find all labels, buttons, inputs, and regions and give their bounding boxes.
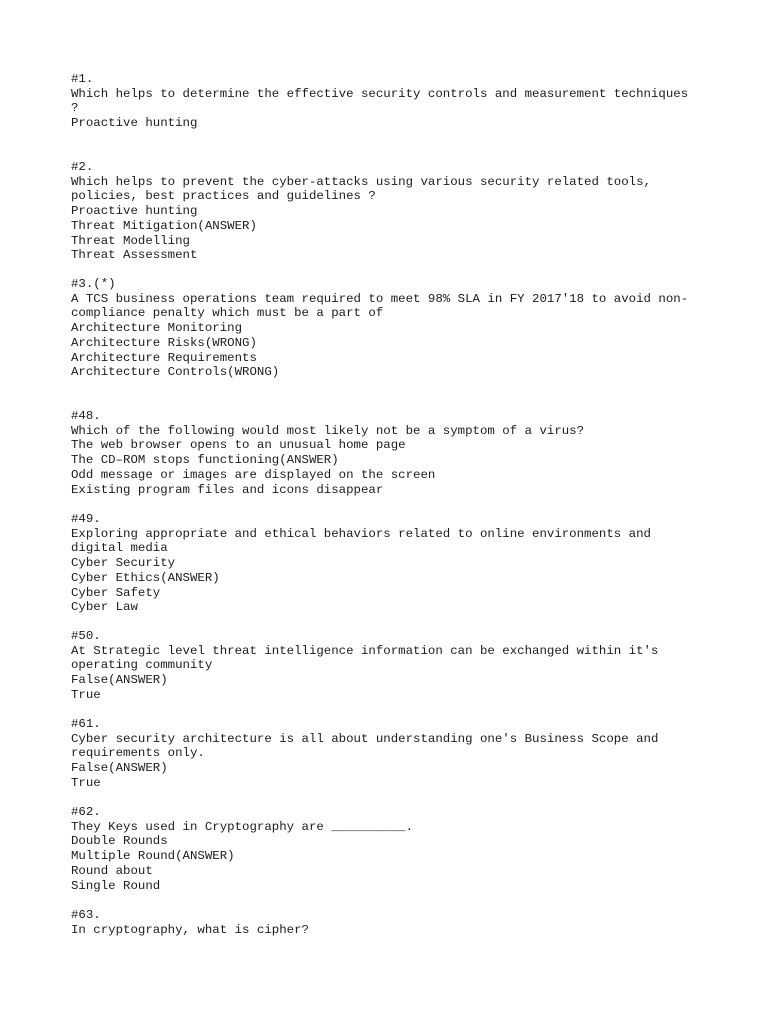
question-text: Which helps to prevent the cyber-attacks using various security related tools, [71,174,651,189]
question-text: Which of the following would most likely not be a symptom of a virus? [71,423,585,438]
question-number: #1. [71,72,94,86]
answer-option: Threat Assessment [71,248,198,263]
answer-option: False(ANSWER) [71,761,168,776]
question-block-50 [71,629,711,703]
question-text: Cyber security architecture is all about understanding one's Business Scope and [71,731,659,746]
question-text: In cryptography, what is cipher? [71,922,309,937]
answer-option: Multiple Round(ANSWER) [71,849,235,864]
answer-option: Proactive hunting [71,116,198,131]
question-text: They Keys used in Cryptography are __________. [71,819,414,834]
question-text: requirements only. [71,746,205,761]
answer-option: Double Rounds [71,834,168,849]
question-number: #63. [71,908,101,922]
question-block-62 [71,805,711,893]
question-block-49 [71,512,711,615]
answer-option: Threat Modelling [71,233,190,248]
question-number: #3.(*) [71,277,116,291]
question-number: #2. [71,160,94,174]
answer-option: Existing program files and icons disappear [71,482,384,497]
question-block-63 [71,908,711,937]
answer-option: Cyber Security [71,556,176,571]
question-number: #48. [71,409,101,423]
question-text: Which helps to determine the effective security controls and measurement techniques [71,86,689,101]
answer-option: Odd message or images are displayed on the screen [71,467,436,482]
question-text: compliance penalty which must be a part of [71,306,384,321]
answer-option: True [71,775,101,790]
answer-option: Architecture Risks(WRONG) [71,335,257,350]
answer-option: False(ANSWER) [71,673,168,688]
answer-option: Architecture Monitoring [71,321,243,336]
answer-option: Round about [71,863,153,878]
question-text: ? [71,101,79,116]
question-number: #49. [71,512,101,526]
answer-option: Architecture Controls(WRONG) [71,365,280,380]
question-text: digital media [71,541,168,556]
answer-option: Cyber Law [71,600,138,615]
answer-option: Cyber Safety [71,585,161,600]
question-block-61 [71,717,711,791]
answer-option: Single Round [71,878,161,893]
question-number: #61. [71,717,101,731]
answer-option: The web browser opens to an unusual home page [71,438,406,453]
answer-option: Proactive hunting [71,204,198,219]
question-block-48 [71,409,711,497]
question-text: policies, best practices and guidelines ? [71,189,376,204]
question-number: #62. [71,805,101,819]
question-block-1 [71,72,711,131]
question-text: operating community [71,658,213,673]
answer-option: Architecture Requirements [71,350,257,365]
question-block-3 [71,277,711,380]
answer-option: The CD–ROM stops functioning(ANSWER) [71,453,339,468]
answer-option: Cyber Ethics(ANSWER) [71,570,220,585]
question-text: Exploring appropriate and ethical behaviors related to online environments and [71,526,651,541]
question-block-2 [71,160,711,263]
question-number: #50. [71,629,101,643]
answer-option: Threat Mitigation(ANSWER) [71,218,257,233]
question-text: A TCS business operations team required to meet 98% SLA in FY 2017'18 to avoid non- [71,291,689,306]
question-text: At Strategic level threat intelligence information can be exchanged within it's [71,643,659,658]
answer-option: True [71,687,101,702]
